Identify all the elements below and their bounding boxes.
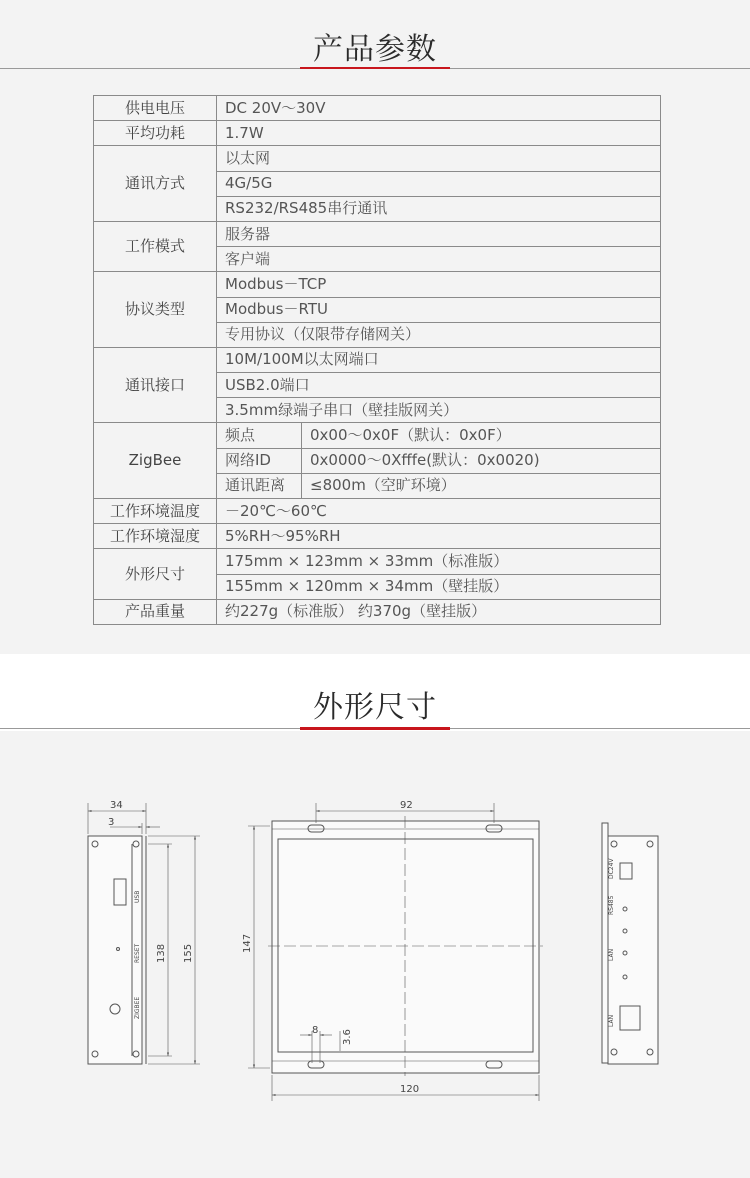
spec-value: 以太网 [217,146,661,171]
spec-table [93,95,661,625]
table-row [94,599,661,624]
technical-drawing [0,731,750,1178]
table-row [94,221,661,246]
usb-port-label: USB [134,890,141,903]
spec-label: 产品重量 [94,599,217,624]
dimensions-title-underline [300,727,450,730]
spec-value: 约227g（标准版） 约370g（壁挂版） [217,599,661,624]
spec-label: 供电电压 [94,96,217,121]
spec-value: ≤800m（空旷环境） [302,473,661,498]
side-view [88,803,200,1064]
spec-value: Modbus－TCP [217,272,661,297]
spec-value: 10M/100M以太网端口 [217,347,661,372]
reset-port-label: RESET [134,943,141,963]
spec-label: 工作环境温度 [94,499,217,524]
table-row [94,146,661,171]
spec-label: 工作模式 [94,221,217,271]
spec-value: 155mm × 120mm × 34mm（壁挂版） [217,574,661,599]
power-port-label: DC24V [608,858,615,879]
spec-value: 3.5mm绿端子串口（壁挂版网关） [217,398,661,423]
slot-width-dim: 8 [312,1025,319,1036]
spec-value: 专用协议（仅限带存储网关） [217,322,661,347]
lan-port-label: LAN [608,948,615,961]
spec-value: RS232/RS485串行通讯 [217,196,661,221]
table-row [94,272,661,297]
params-header [0,0,750,80]
table-row [94,524,661,549]
spec-label: 通讯方式 [94,146,217,222]
spec-value: Modbus－RTU [217,297,661,322]
spec-sublabel: 频点 [217,423,302,448]
dimensions-section [0,731,750,1178]
spec-value: 0x00～0x0F（默认：0x0F） [302,423,661,448]
front-height-dim: 147 [242,933,253,953]
spec-value: 175mm × 123mm × 33mm（标准版） [217,549,661,574]
spec-value: 服务器 [217,221,661,246]
side-width-dim: 34 [110,800,123,811]
front-width-dim: 120 [400,1084,420,1095]
hole-spacing-dim: 92 [400,800,413,811]
slot-height-dim: 3.6 [342,1029,353,1045]
zigbee-port-label: ZIGBEE [134,996,141,1019]
table-row [94,347,661,372]
spec-label: ZigBee [94,423,217,499]
spec-sublabel: 通讯距离 [217,473,302,498]
table-row [94,96,661,121]
side-inner-height-dim: 138 [156,943,167,963]
dimensions-header [0,654,750,730]
spec-sublabel: 网络ID [217,448,302,473]
spec-value: 5%RH～95%RH [217,524,661,549]
side-flange-dim: 3 [108,817,115,828]
lan-port-label: LAN [608,1014,615,1027]
spec-value: 客户端 [217,247,661,272]
spec-value: USB2.0端口 [217,373,661,398]
spec-label: 协议类型 [94,272,217,348]
side-outer-height-dim: 155 [183,943,194,963]
spec-value: 4G/5G [217,171,661,196]
params-section [0,69,750,654]
table-row [94,549,661,574]
table-row [94,499,661,524]
front-view [248,803,543,1101]
spec-value: －20℃～60℃ [217,499,661,524]
spec-value: 0x0000～0Xfffe(默认：0x0020) [302,448,661,473]
table-row [94,423,661,448]
table-row [94,121,661,146]
spec-label: 平均功耗 [94,121,217,146]
params-title: 产品参数 [313,32,437,67]
spec-label: 通讯接口 [94,347,217,423]
spec-value: 1.7W [217,121,661,146]
rs485-port-label: RS485 [608,895,615,915]
dimensions-title: 外形尺寸 [313,690,437,725]
spec-value: DC 20V～30V [217,96,661,121]
spec-label: 外形尺寸 [94,549,217,599]
spec-label: 工作环境湿度 [94,524,217,549]
